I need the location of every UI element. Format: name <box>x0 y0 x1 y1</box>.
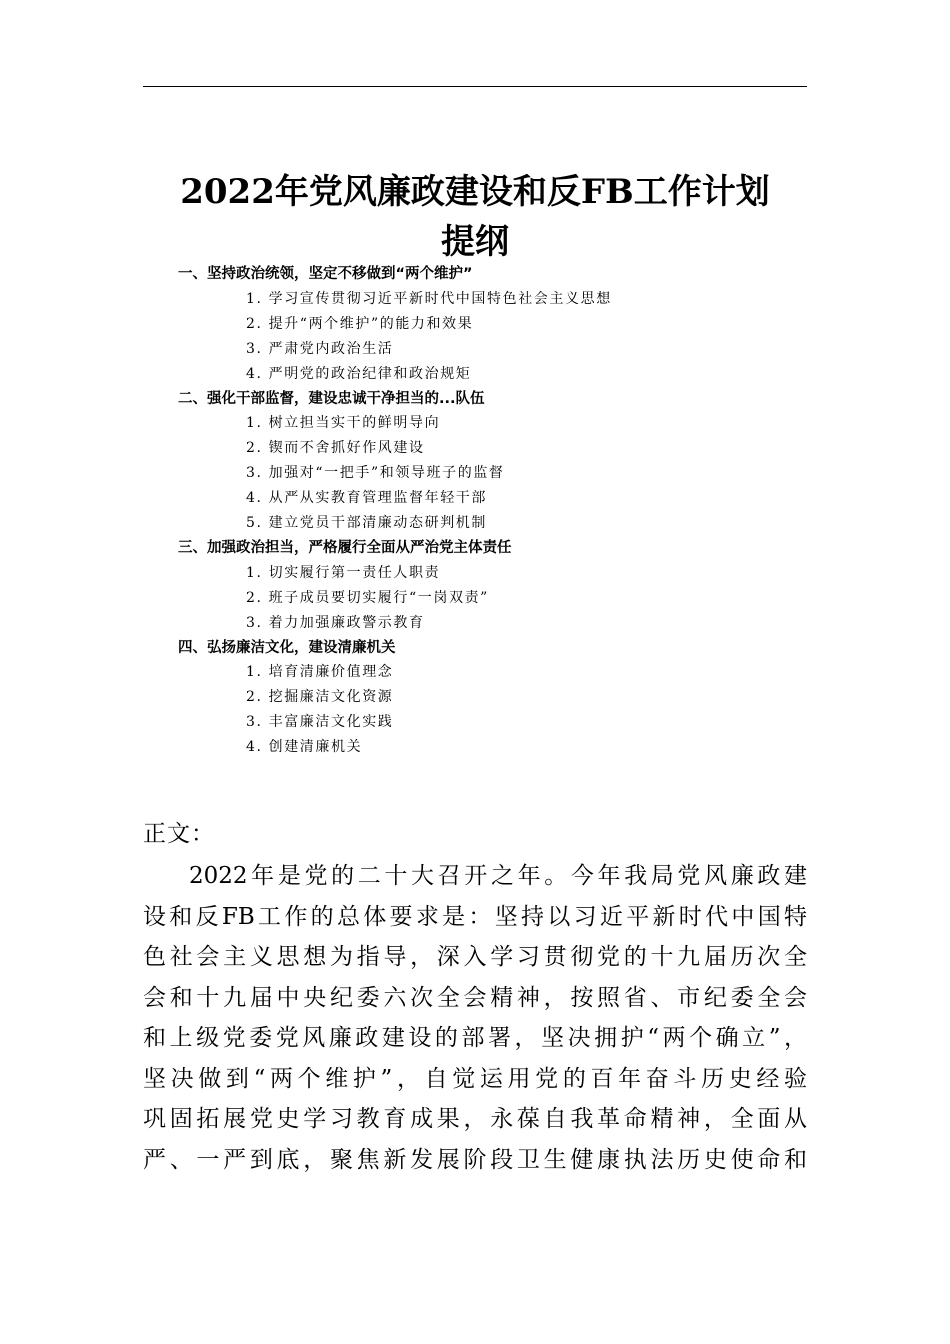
body-line: 巩固拓展党史学习教育成果，永葆自我革命精神，全面从 <box>143 1106 807 1132</box>
outline-item: 1. 切实履行第一责任人职责 <box>246 564 441 581</box>
outline-section-heading: 三、加强政治担当，严格履行全面从严治党主体责任 <box>178 539 512 556</box>
outline-section-heading: 四、弘扬廉洁文化，建设清廉机关 <box>178 639 396 656</box>
outline-item: 2. 班子成员要切实履行“一岗双责” <box>246 589 489 606</box>
outline-item: 2. 锲而不舍抓好作风建设 <box>246 440 425 457</box>
body-label: 正文： <box>143 821 215 847</box>
outline-item: 1. 培育清廉价值理念 <box>246 664 394 681</box>
outline-section-heading: 一、坚持政治统领，坚定不移做到“两个维护” <box>178 266 473 282</box>
body-line: 色社会主义思想为指导，深入学习贯彻党的十九届历次全 <box>143 944 807 970</box>
header-rule <box>143 86 807 87</box>
body-line: 和上级党委党风廉政建设的部署，坚决拥护“两个确立”， <box>143 1025 807 1051</box>
body-line: 会和十九届中央纪委六次全会精神，按照省、市纪委全会 <box>143 984 807 1011</box>
outline-item: 2. 提升“两个维护”的能力和效果 <box>246 315 474 332</box>
outline-item: 4. 创建清廉机关 <box>246 739 363 756</box>
body-line: 2022年是党的二十大召开之年。今年我局党风廉政建 <box>189 863 807 889</box>
outline-item: 1. 树立担当实干的鲜明导向 <box>246 415 441 432</box>
outline-item: 1. 学习宣传贯彻习近平新时代中国特色社会主义思想 <box>246 290 612 307</box>
document-title-line-2: 提纲 <box>441 222 509 262</box>
outline-section-heading: 二、强化干部监督，建设忠诚干净担当的...队伍 <box>178 390 485 407</box>
outline-item: 2. 挖掘廉洁文化资源 <box>246 689 394 706</box>
outline-item: 4. 严明党的政治纪律和政治规矩 <box>246 365 472 382</box>
outline-item: 3. 着力加强廉政警示教育 <box>246 614 425 631</box>
outline-item: 3. 严肃党内政治生活 <box>246 340 394 357</box>
body-line: 设和反FB工作的总体要求是：坚持以习近平新时代中国特 <box>143 903 807 930</box>
outline-item: 3. 加强对“一把手”和领导班子的监督 <box>246 465 505 482</box>
body-line: 坚决做到“两个维护”，自觉运用党的百年奋斗历史经验 <box>143 1065 807 1092</box>
outline-item: 5. 建立党员干部清廉动态研判机制 <box>246 515 488 531</box>
outline-item: 3. 丰富廉洁文化实践 <box>246 714 394 731</box>
body-line: 严、一严到底，聚焦新发展阶段卫生健康执法历史使命和 <box>143 1146 807 1173</box>
outline-item: 4. 从严从实教育管理监督年轻干部 <box>246 490 488 507</box>
document-title-line-1: 2022年党风廉政建设和反FB工作计划 <box>180 172 770 212</box>
